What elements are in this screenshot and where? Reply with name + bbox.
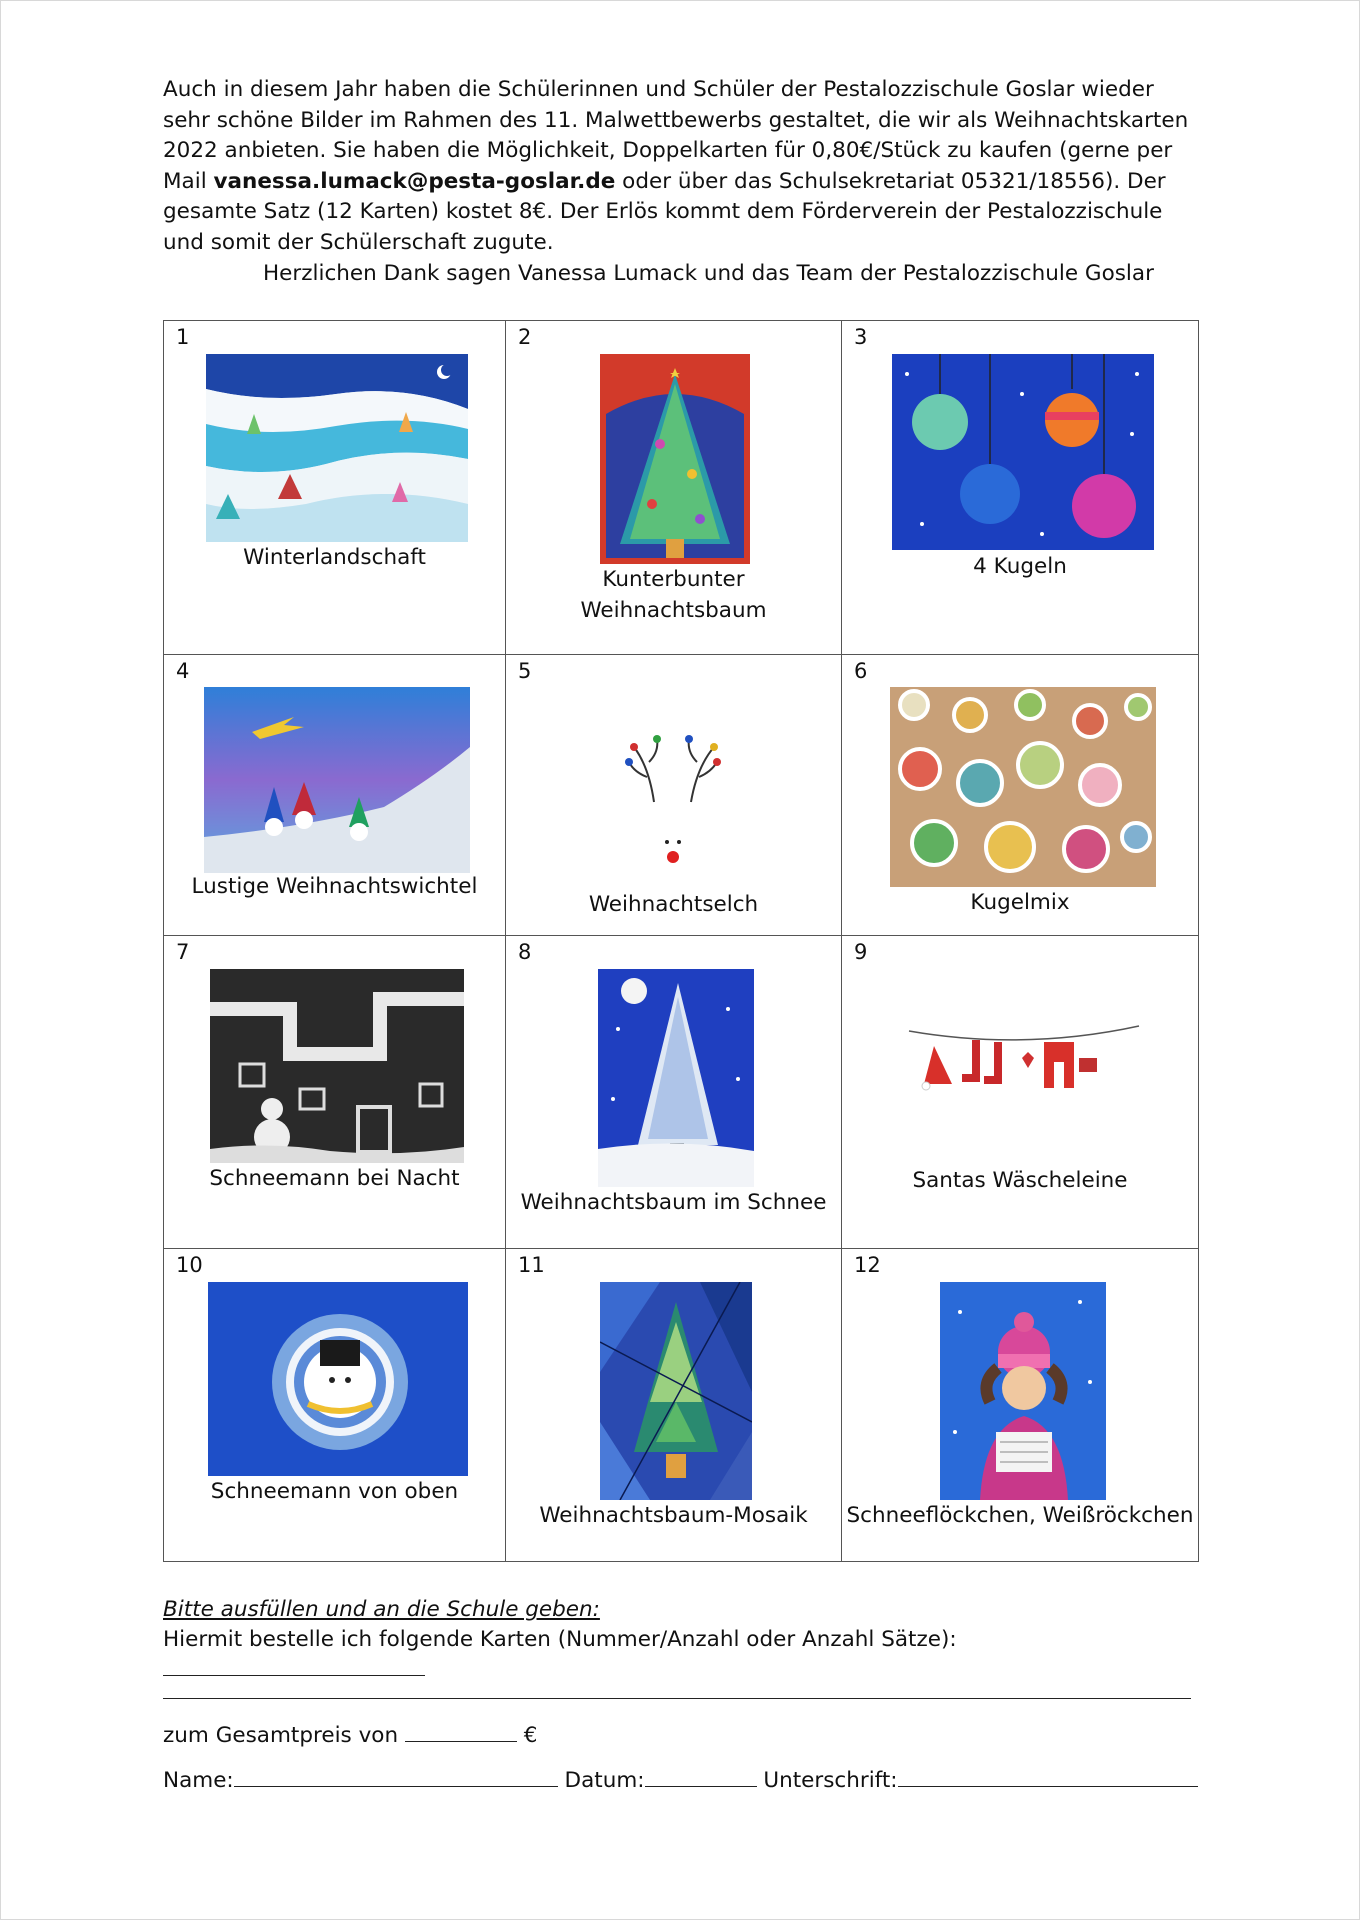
card-number: 10 (176, 1253, 203, 1277)
thanks-line: Herzlichen Dank sagen Vanessa Lumack und das Team der Pestalozzischule Goslar (263, 261, 1154, 286)
card-title: Weihnachtsbaum-Mosaik (539, 1503, 808, 1528)
card-number: 2 (518, 325, 532, 349)
card-number: 8 (518, 940, 532, 964)
colorful-tree-picture (600, 354, 750, 564)
card-title: Kunterbunter Weihnachtsbaum (580, 567, 767, 623)
order-field-continuation[interactable] (163, 1698, 1191, 1699)
intro-paragraph (163, 75, 1203, 258)
card-title: Kugelmix (970, 890, 1070, 915)
intro-text-2: oder über das Schulsekretariat 05321/18556). Der gesamte Satz (12 Karten) kostet 8€. Der Erlös kommt dem Förderverein der Pestalozzischule und somit der Schülerschaft zugute. (163, 168, 1166, 255)
snowman-from-above-picture (208, 1282, 468, 1476)
santa-clothesline-picture (904, 996, 1144, 1146)
card-number: 3 (854, 325, 868, 349)
date-field[interactable] (645, 1766, 757, 1787)
card-number: 4 (176, 659, 190, 683)
card-title: Winterlandschaft (243, 545, 426, 570)
card-number: 9 (854, 940, 868, 964)
card-cell-12 (842, 1249, 1199, 1562)
order-form (163, 1595, 1203, 1685)
winter-landscape-picture (206, 354, 468, 542)
name-field[interactable] (234, 1766, 558, 1787)
card-cell-8 (506, 936, 842, 1249)
signature-label: Unterschrift: (763, 1768, 898, 1793)
date-label: Datum: (564, 1768, 645, 1793)
name-label: Name: (163, 1768, 234, 1793)
reindeer-antlers-picture (619, 727, 729, 867)
card-cell-3 (842, 321, 1199, 655)
card-title: Weihnachtselch (588, 892, 759, 917)
snowflake-girl-picture (940, 1282, 1106, 1500)
order-label: Hiermit bestelle ich folgende Karten (Nummer/Anzahl oder Anzahl Sätze): (163, 1627, 957, 1652)
card-number: 1 (176, 325, 190, 349)
card-number: 5 (518, 659, 532, 683)
card-title: Lustige Weihnachtswichtel (191, 874, 478, 899)
card-title: 4 Kugeln (973, 554, 1067, 579)
total-label: zum Gesamtpreis von (163, 1723, 399, 1748)
card-cell-1 (164, 321, 506, 655)
card-number: 12 (854, 1253, 881, 1277)
tree-in-snow-picture (598, 969, 754, 1187)
signature-field[interactable] (898, 1766, 1198, 1787)
card-cell-5 (506, 655, 842, 936)
order-field[interactable] (163, 1655, 425, 1676)
mosaic-tree-picture (600, 1282, 752, 1500)
bauble-mix-picture (890, 687, 1156, 887)
card-number: 7 (176, 940, 190, 964)
currency-symbol: € (523, 1723, 538, 1748)
four-baubles-picture (892, 354, 1154, 550)
total-price-row (163, 1721, 537, 1748)
card-title: Schneemann von oben (210, 1479, 459, 1504)
snowman-at-night-picture (210, 969, 464, 1163)
card-cell-10 (164, 1249, 506, 1562)
contact-email[interactable]: vanessa.lumack@pesta-goslar.de (213, 168, 616, 194)
card-cell-2 (506, 321, 842, 655)
card-cell-11 (506, 1249, 842, 1562)
order-row (163, 1625, 1203, 1685)
christmas-gnomes-picture (204, 687, 470, 873)
card-title: Weihnachtsbaum im Schnee (520, 1190, 827, 1215)
total-price-field[interactable] (405, 1721, 517, 1742)
card-number: 6 (854, 659, 868, 683)
card-cell-4 (164, 655, 506, 936)
card-cell-7 (164, 936, 506, 1249)
card-cell-6 (842, 655, 1199, 936)
card-grid (163, 320, 1199, 1562)
intro-text-1: Auch in diesem Jahr haben die Schülerinnen und Schüler der Pestalozzischule Goslar wieder sehr schöne Bilder im Rahmen des 11. Malwettbewerbs gestaltet, die wir als Weihnachtskarten 2022 anbieten. Sie haben die Möglichkeit, Doppelkarten für 0,80€/Stück zu kaufen (gerne per Mail (163, 77, 1189, 194)
card-title: Santas Wäscheleine (912, 1168, 1128, 1193)
form-instruction: Bitte ausfüllen und an die Schule geben: (163, 1597, 600, 1622)
card-title: Schneeflöckchen, Weißröckchen (846, 1503, 1194, 1528)
card-cell-9 (842, 936, 1199, 1249)
signature-row (163, 1766, 1198, 1793)
card-title: Schneemann bei Nacht (209, 1166, 460, 1191)
card-number: 11 (518, 1253, 545, 1277)
